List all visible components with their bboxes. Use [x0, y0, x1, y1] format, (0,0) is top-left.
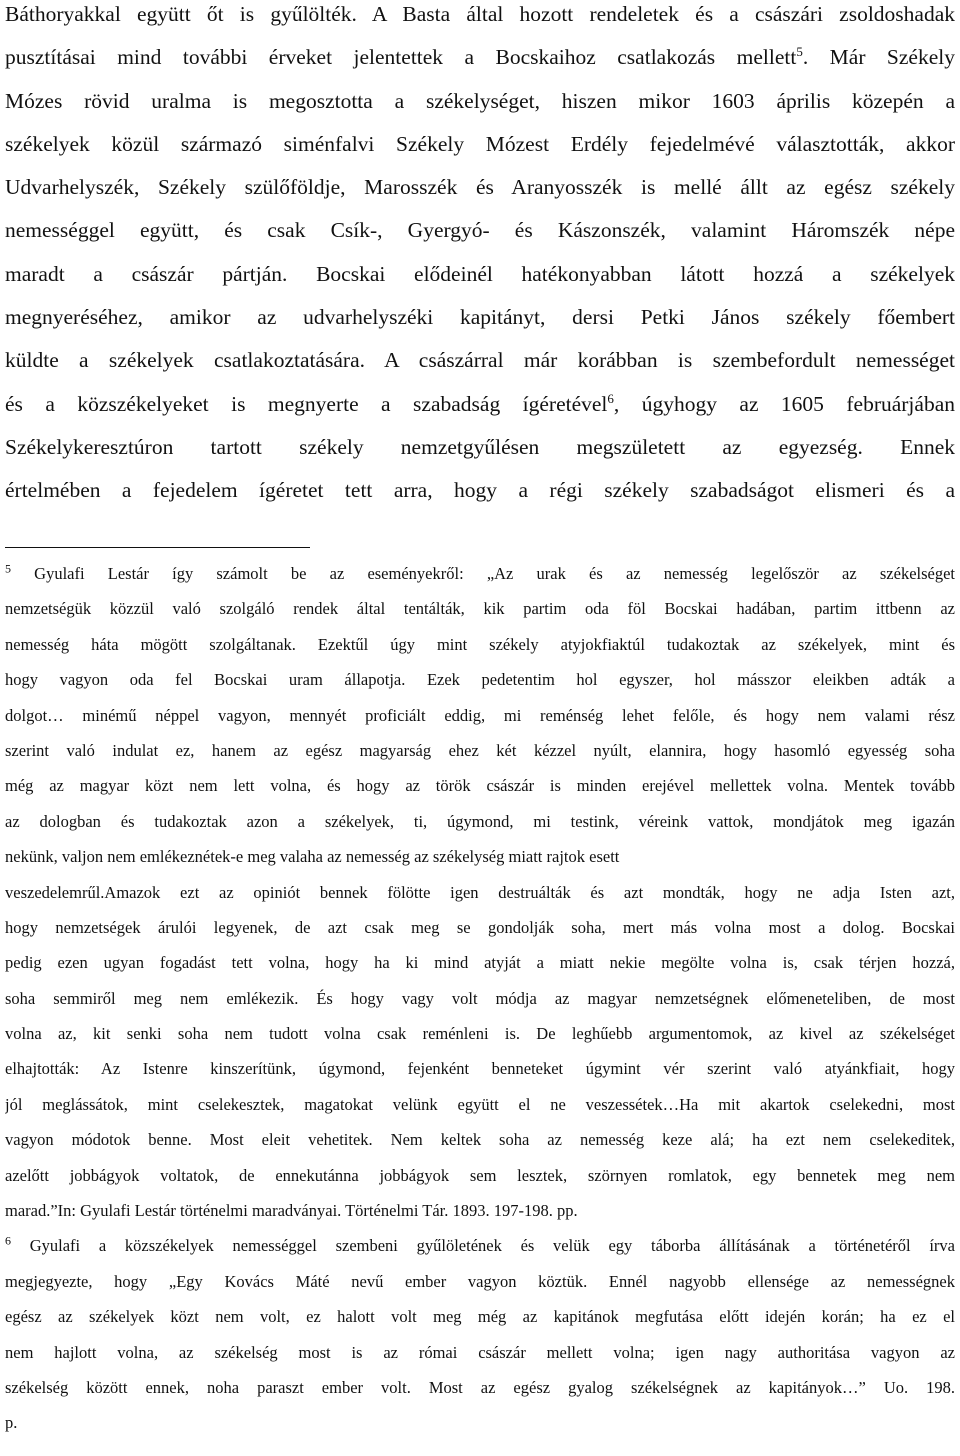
main-text: [5, 0, 955, 513]
footnote-line: elhajtották: Az Istenre kinszerítünk, úgymond, fejenként benneteket úgymint vér szerint való atyánkfiait, hogy: [5, 1059, 955, 1079]
footnote-line: nekünk, valjon nem emlékeznétek-e meg valaha az nemesség az székelység miatt rajtok esett: [5, 847, 620, 867]
footnote-line: székelség között ennek, noha paraszt ember volt. Most az egész gyalog székelségnek az kapitányok…” Uo. 198.: [5, 1377, 955, 1397]
main-text-line: és a közszékelyeket is megnyerte a szabadság ígéretével$^6$, úgyhogy az 1605 februárjában: [5, 390, 955, 416]
footnote-line: szerint való indulat ez, hanem az egész magyarság ehez két kézzel nyúlt, elannira, hogy hasomló egyesség soha: [5, 740, 955, 760]
main-text-line: Mózes rövid uralma is megosztotta a székelységet, hiszen mikor 1603 április közepén a: [5, 88, 955, 113]
footnote-line: még az magyar közt nem lett volna, és hogy az török császár is minden erejével mellettek volna. Mentek tovább: [5, 776, 955, 796]
footnote-line: az dologban és tudakoztak azon a székelyek, ti, úgymond, mi testink, véreink vattok, mondjátok meg igazán: [5, 811, 955, 831]
main-text-line: pusztításai mind további érveket jelentettek a Bocskaihoz csatlakozás mellett$^5$. Már Székely: [5, 44, 955, 70]
footnote-separator: [5, 547, 310, 548]
footnotes: [5, 556, 955, 1441]
main-text-line: maradt a császár pártján. Bocskai elődeinél hatékonyabban látott hozzá a székelyek: [5, 261, 955, 286]
main-text-line: nemességgel együtt, és csak Csík-, Gyergyó- és Kászonszék, valamint Háromszék népe: [5, 218, 955, 243]
main-text-line: értelmében a fejedelem ígéretet tett arra, hogy a régi székely szabadságot elismeri és a: [5, 478, 955, 503]
footnote-line: marad.”In: Gyulafi Lestár történelmi maradványai. Történelmi Tár. 1893. 197-198. pp.: [5, 1201, 578, 1221]
footnote-line: nemesség háta mögött szolgáltanak. Ezektűl úgy mint székely atyjokfiaktúl tudakoztak az székelyek, mint és: [5, 634, 955, 654]
footnote-line: nem hajlott volna, az székelség most is az római császár mellett volna; igen nagy authoritása vagyon az: [5, 1342, 955, 1362]
main-text-line: Székelykeresztúron tartott székely nemzetgyűlésen megszületett az egyezség. Ennek: [5, 434, 955, 459]
footnote-line: jól meglássátok, mint cselekesztek, magatokat velünk együtt el ne veszessétek…Ha mit akartok cselekedni, most: [5, 1094, 955, 1114]
footnote-line: nemzetségük közzül való szolgáló rendek által tentálták, kik partim oda föl Bocskai hadában, partim ittbenn az: [5, 599, 955, 619]
footnote-mark: 5: [5, 561, 11, 576]
footnote-line: volna az, kit senki soha nem tudott volna csak reménleni is. De leghűebb argumentomok, az kivel az székelséget: [5, 1024, 955, 1044]
main-text-line: küldte a székelyek csatlakoztatására. A császárral már korábban is szembefordult nemességet: [5, 348, 955, 373]
footnote-line: megjegyezte, hogy „Egy Kovács Máté nevű ember vagyon köztük. Ennél nagyobb ellensége az nemességnek: [5, 1271, 955, 1291]
main-text-line: megnyeréséhez, amikor az udvarhelyszéki kapitányt, dersi Petki János székely főembert: [5, 305, 955, 330]
footnote-mark: 6: [5, 1233, 11, 1248]
footnote-line: soha semmiről meg nem emlékezik. És hogy vagy volt módja az magyar nemzetségnek előmeneteliben, de most: [5, 988, 955, 1008]
footnote-ref-5[interactable]: 5: [796, 44, 803, 60]
footnote-ref-6[interactable]: 6: [607, 390, 614, 406]
main-text-line: Báthoryakkal együtt őt is gyűlölték. A Basta által hozott rendeletek és a császári zsoldoshadak: [5, 2, 955, 26]
footnote-line: p.: [5, 1413, 18, 1433]
footnote-5: [5, 556, 955, 1228]
footnote-line: veszedelemrűl.Amazok ezt az opiniót bennek fölötte igen destruálták és azt mondták, hogy ne adja Isten azt,: [5, 882, 955, 902]
footnote-line: dolgot… minémű néppel vagyon, mennyét proficiált eddig, mi reménség lehet felőle, és hogy nem valami rész: [5, 705, 955, 725]
footnote-line: vagyon módotok benne. Most eleit vehetitek. Nem keltek soha az nemesség keze alá; ha ezt nem cselekeditek,: [5, 1130, 955, 1150]
footnote-line: pedig ezen ugyan fogadást tett volna, hogy ha ki mind atyját a miatt nekie megölte volna is, csak térjen hozzá,: [5, 953, 955, 973]
main-text-line: székelyek közül származó siménfalvi Székely Mózest Erdély fejedelmévé választották, akkor: [5, 131, 955, 156]
footnote-line: $^6$ Gyulafi a közszékelyek nemességgel szembeni gyűlöletének és velük egy táborba állításának a történetéről írva: [5, 1233, 955, 1256]
footnote-line: hogy nemzetségek árulói legyenek, de azt csak meg se gondolják soha, mert más volna most a dolog. Bocskai: [5, 917, 955, 937]
footnote-line: hogy vagyon oda fel Bocskai uram állapotja. Ezek pedetentim hol egyszer, hol másszor eleikben adták a: [5, 670, 955, 690]
footnote-6: [5, 1228, 955, 1440]
main-text-line: Udvarhelyszék, Székely szülőföldje, Marosszék és Aranyosszék is mellé állt az egész székely: [5, 175, 955, 200]
footnote-line: egész az székelyek közt nem volt, ez halott volt meg még az kapitánok megfutása előtt idején korán; ha ez el: [5, 1307, 955, 1327]
footnote-line: $^5$ Gyulafi Lestár így számolt be az eseményekről: „Az urak és az nemesség legelőször az székelséget: [5, 561, 955, 583]
footnote-line: azelőtt jobbágyok voltatok, de ennekutánna jobbágyok sem lesztek, szörnyen romlatok, egy bennetek meg nem: [5, 1165, 955, 1185]
